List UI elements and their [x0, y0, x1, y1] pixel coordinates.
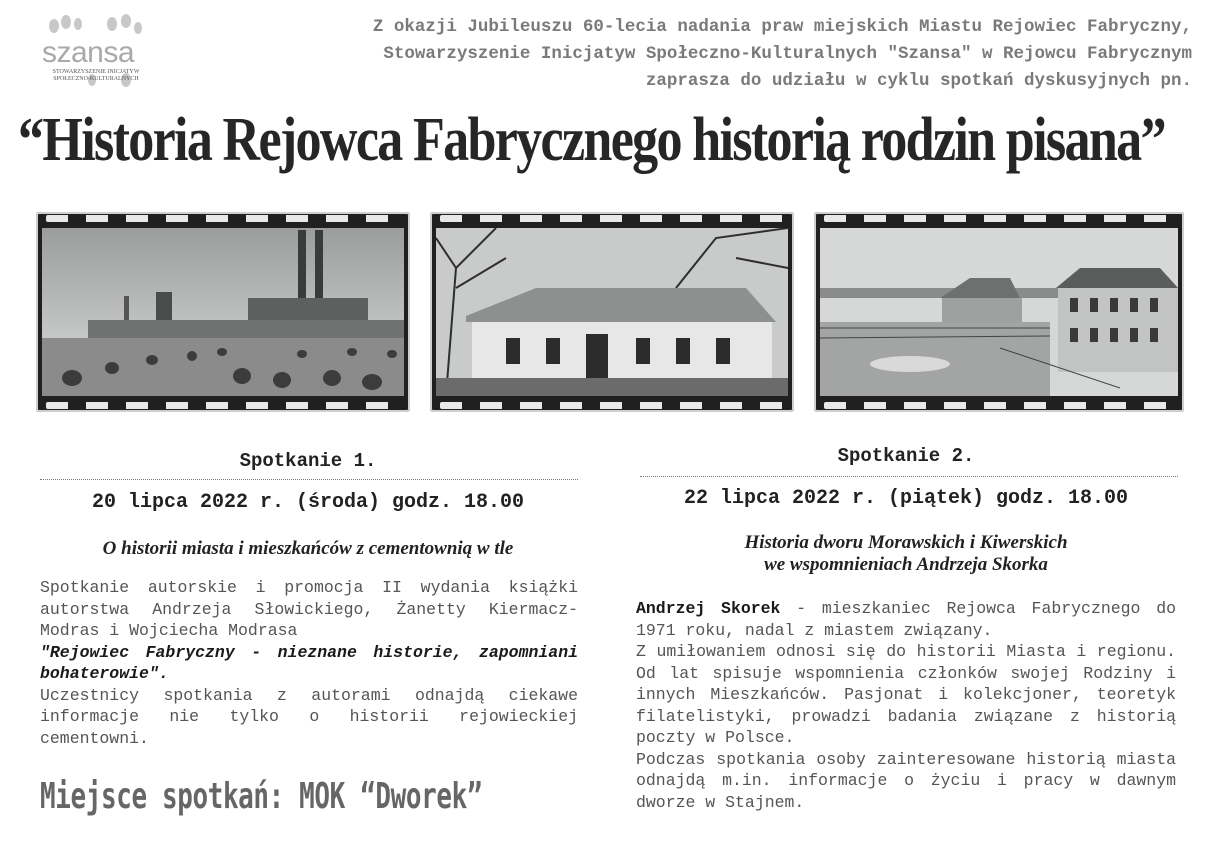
meeting-2-heading: Spotkanie 2.	[837, 445, 975, 467]
poster-title: “Historia Rejowca Fabrycznego historią rodzin pisana”	[18, 106, 1165, 174]
meeting-1-date: 20 lipca 2022 r. (środa) godz. 18.00	[91, 491, 525, 514]
film-strip-1	[36, 212, 410, 412]
meeting-1-description	[40, 577, 578, 749]
photo-town-view	[820, 228, 1178, 396]
intro-line: Z okazji Jubileuszu 60-lecia nadania praw miejskich Miastu Rejowiec Fabryczny,	[372, 17, 1192, 37]
meeting-1-text: Spotkanie autorskie i promocja II wydania książki autorstwa Andrzeja Słowickiego, Żanetty Kiermacz-Modras i Wojciecha Modrasa	[40, 578, 578, 640]
meeting-place: Miejsce spotkań: MOK “Dworek”	[40, 776, 483, 817]
meeting-1-divider	[40, 479, 578, 480]
photo-cement-factory	[42, 228, 404, 396]
meeting-2-text: - mieszkaniec Rejowca Fabrycznego do 1971 roku, nadal z miastem związany.	[636, 599, 1176, 640]
logo-subtitle: STOWARZYSZENIE INICJATYW SPOŁECZNO-KULTURALNYCH	[52, 69, 140, 82]
meeting-2-text-2: Z umiłowaniem odnosi się do historii Miasta i regionu. Od lat spisuje wspomnienia członków swojej Rodziny i innych Mieszkańców. Pasjonat i kolekcjoner, teoretyk filatelistyki, prowadzi badania związane z historią poczty w Polsce.	[636, 642, 1176, 747]
intro-line: Stowarzyszenie Inicjatyw Społeczno-Kulturalnych "Szansa" w Rejowcu Fabrycznym	[383, 44, 1192, 64]
book-title: "Rejowiec Fabryczny - nieznane historie, zapomniani bohaterowie".	[40, 642, 578, 683]
meeting-2-divider	[640, 476, 1178, 477]
photo-manor-house	[436, 228, 788, 396]
intro-line: zaprasza do udziału w cyklu spotkań dyskusyjnych pn.	[645, 71, 1192, 91]
meeting-1-text-2: Uczestnicy spotkania z autorami odnajdą ciekawe informacje nie tylko o historii rejowieckiej cementowni.	[40, 685, 578, 748]
logo-wordmark: szansa	[42, 36, 135, 69]
meeting-1-topic: O historii miasta i mieszkańców z cementownią w tle	[102, 538, 514, 559]
meeting-2-date: 22 lipca 2022 r. (piątek) godz. 18.00	[683, 487, 1129, 510]
film-strip-2	[430, 212, 794, 412]
meeting-1-heading: Spotkanie 1.	[239, 450, 377, 472]
meeting-2-text-3: Podczas spotkania osoby zainteresowane historią miasta odnajdą m.in. informacje o życiu i pracy w dawnym dworze w Stajnem.	[636, 749, 1176, 812]
meeting-2-topic-line: we wspomnieniach Andrzeja Skorka	[764, 554, 1048, 575]
meeting-2-topic-line: Historia dworu Morawskich i Kiwerskich	[744, 532, 1068, 553]
film-strip-3	[814, 212, 1184, 412]
meeting-2-description	[636, 598, 1176, 813]
meeting-2-topic	[636, 532, 1176, 576]
intro-text	[236, 14, 1192, 95]
szansa-logo	[40, 14, 148, 92]
speaker-name: Andrzej Skorek	[636, 599, 781, 618]
